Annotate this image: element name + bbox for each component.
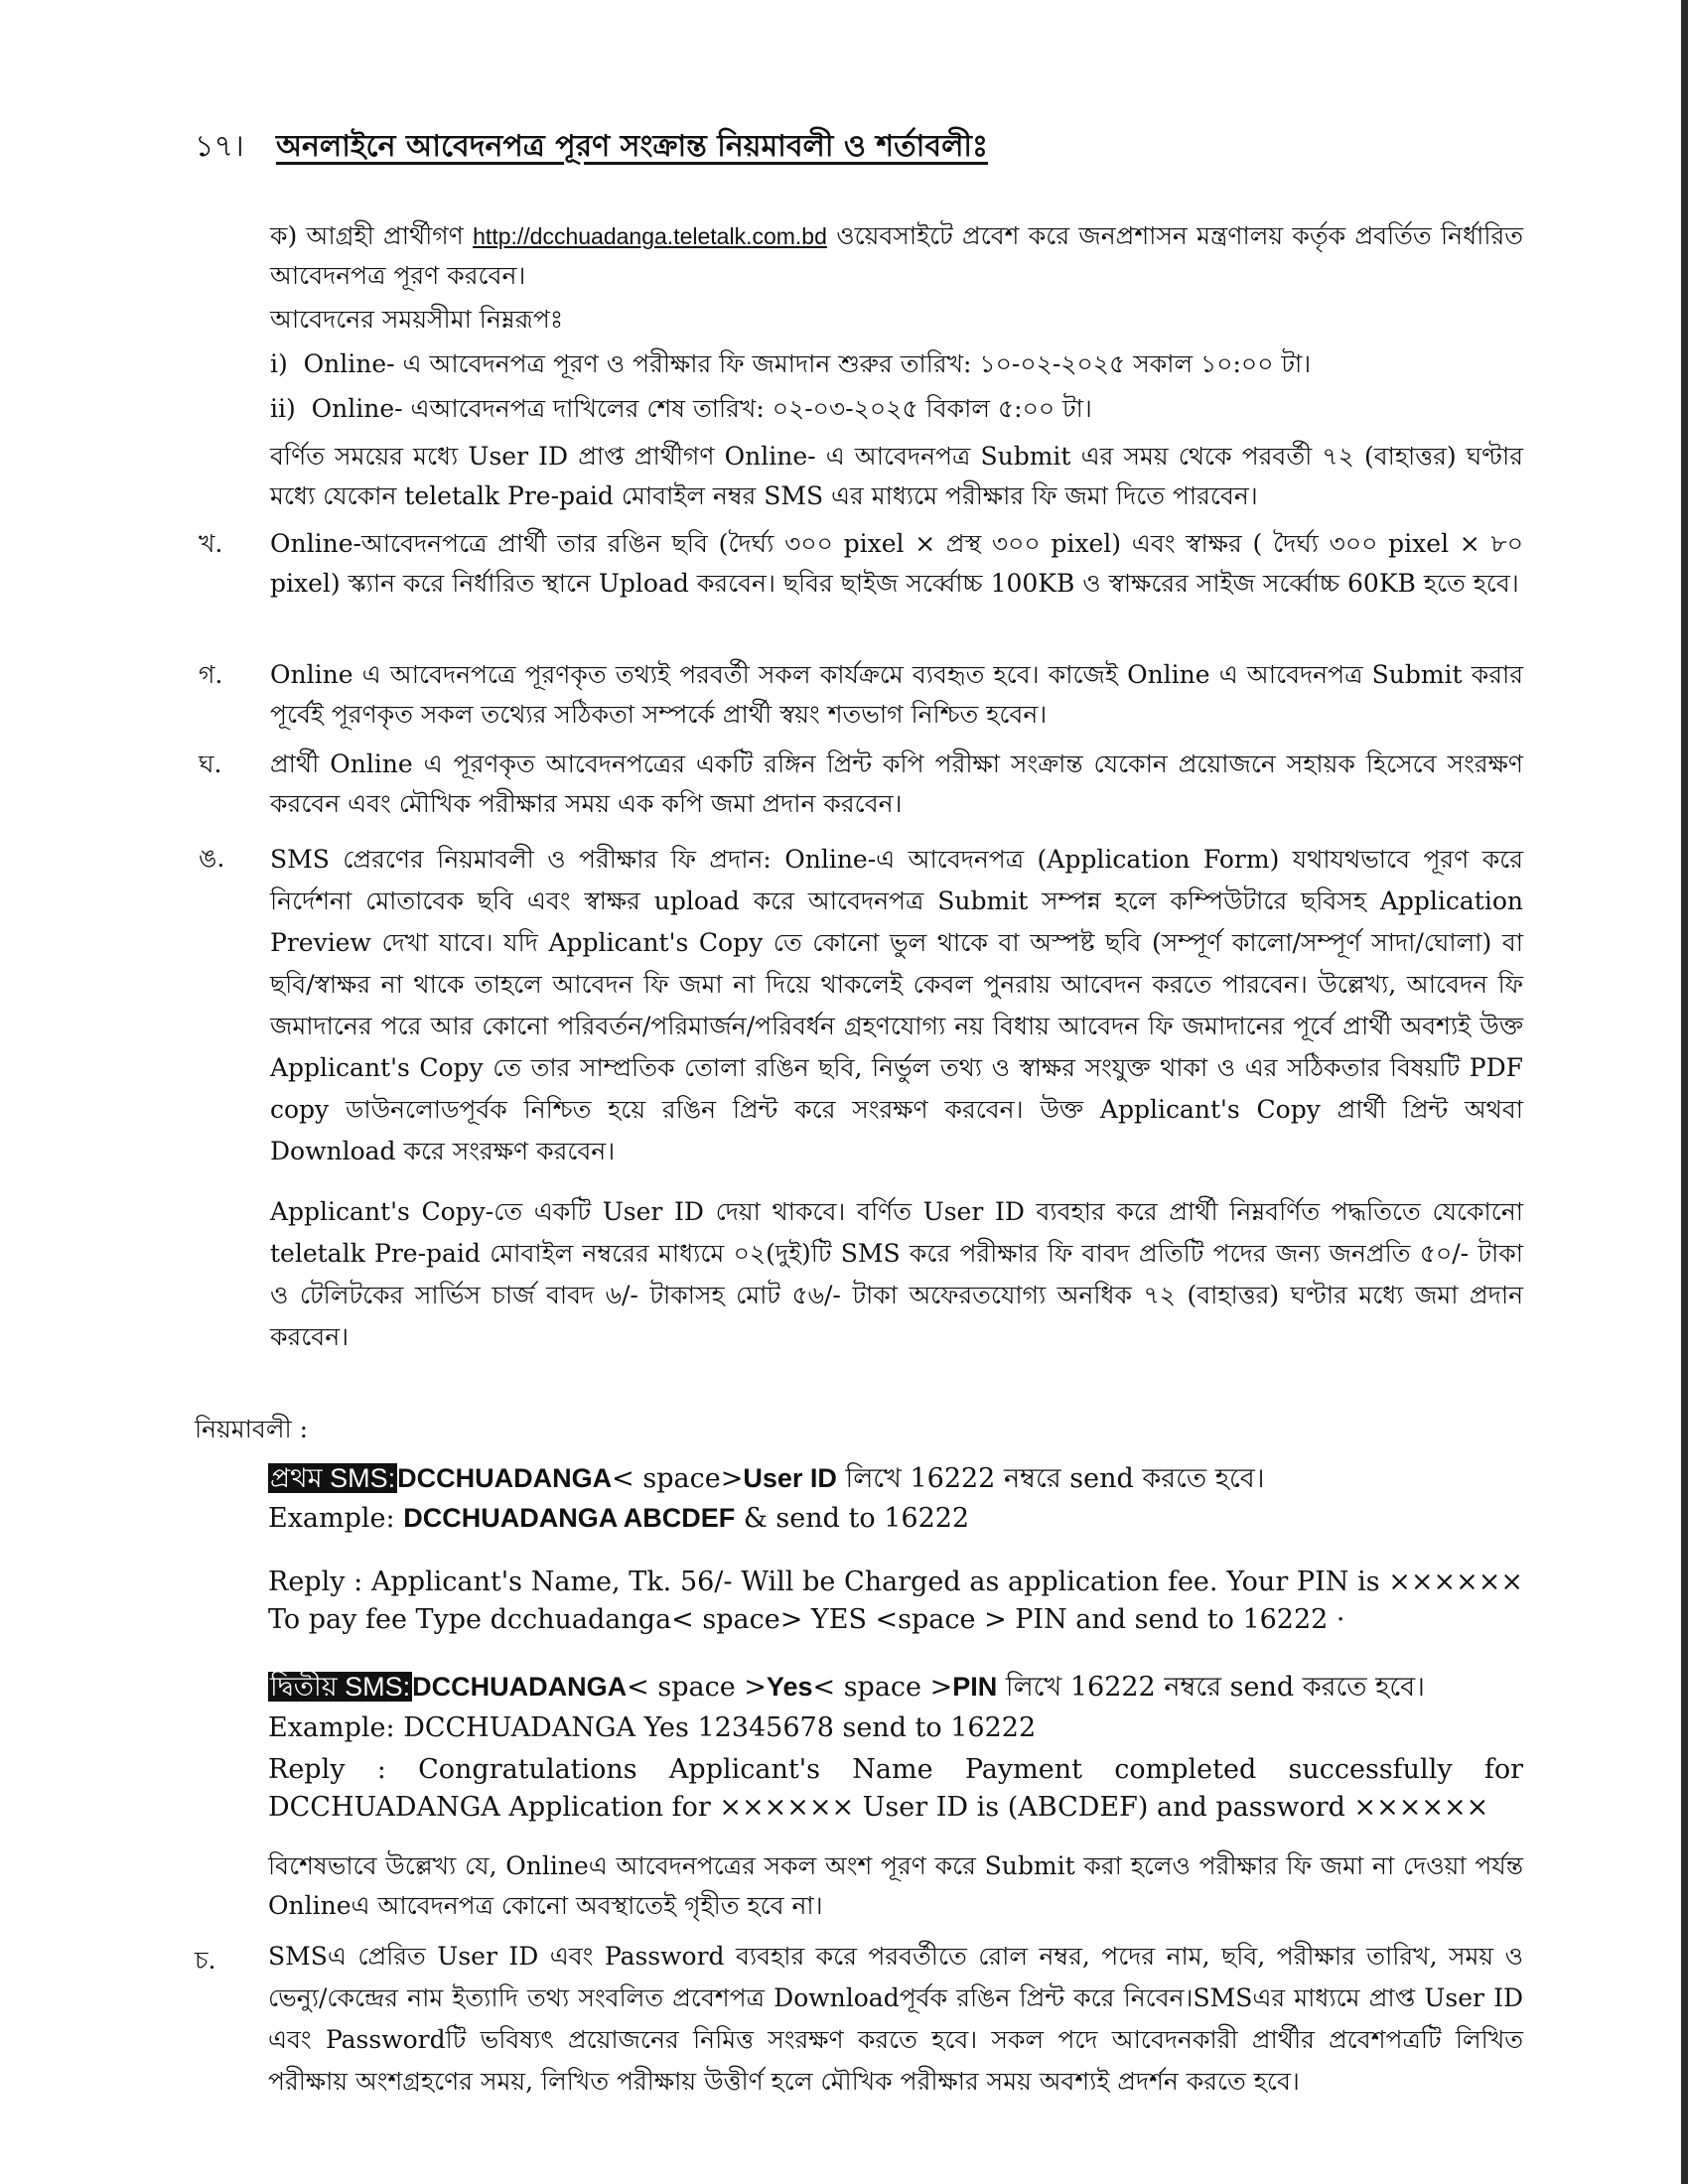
clause-kha-label: খ.	[199, 529, 223, 558]
clause-cha-text: SMSএ প্রেরিত User ID এবং Password ব্যবহার করে পরবর্তীতে রোল নম্বর, পদের নাম, ছবি, পরীক্ষার তারিখ, সময় ও ভেন্যু/কেন্দ্রের নাম ইত্যাদি তথ্য সংবলিত প্রবেশপত্র Downloadপূর্বক রঙিন প্রিন্ট করে নিবেন।SMSএর মাধ্যমে প্রাপ্ত User ID এবং Passwordটি ভবিষ্যৎ প্রয়োজনের নিমিত্ত সংরক্ষণ করতে হবে। সকল পদে আবেদনকারী প্রার্থীর প্রবেশপত্রটি লিখিত পরীক্ষায় অংশগ্রহণের সময়, লিখিত পরীক্ষায় উত্তীর্ণ হলে মৌখিক পরীক্ষার সময় অবশ্যই প্রদর্শন করতে হবে।	[268, 1942, 1523, 2096]
second-sms-code: DCCHUADANGA	[412, 1672, 628, 1702]
clause-ka	[270, 216, 1523, 296]
timeline-text-i: Online- এ আবেদনপত্র পূরণ ও পরীক্ষার ফি জমাদান শুরুর তারিখ: ১০-০২-২০২৫ সকাল ১০:০০ টা।	[303, 349, 1312, 378]
second-sms-yes: Yes	[766, 1672, 813, 1702]
second-sms-pin: PIN	[952, 1672, 998, 1702]
first-sms-tag: প্রথম SMS:	[270, 1463, 396, 1493]
section-number: ১৭।	[195, 129, 244, 164]
website-link[interactable]: http://dcchuadanga.teletalk.com.bd	[473, 223, 827, 249]
timeline-marker-i: i)	[270, 349, 288, 378]
second-sms-instruction	[268, 1668, 1523, 1706]
clause-gha-text: প্রার্থী Online এ পূরণকৃত আবেদনপত্রের একটি রঙ্গিন প্রিন্ট কপি পরীক্ষা সংক্রান্ত যেকোন প্রয়োজনে সহায়ক হিসেবে সংরক্ষণ করবেন এবং মৌখিক পরীক্ষার সময় এক কপি জমা প্রদান করবেন।	[270, 750, 1523, 818]
clause-ka-after: বর্ণিত সময়ের মধ্যে User ID প্রাপ্ত প্রার্থীগণ Online- এ আবেদনপত্র Submit এর সময় থেকে পরবর্তী ৭২ (বাহাত্তর) ঘণ্টার মধ্যে যেকোন teletalk Pre-paid মোবাইল নম্বর SMS এর মাধ্যমে পরীক্ষার ফি জমা দিতে পারবেন।	[270, 442, 1523, 510]
first-sms-reply: Reply : Applicant's Name, Tk. 56/- Will be Charged as application fee. Your PIN is ×××××× To pay fee Type dcchuadanga< space> YES <space > PIN and send to 16222 ·	[268, 1567, 1523, 1635]
clause-ga-label: গ.	[199, 660, 223, 689]
clause-kha-text: Online-আবেদনপত্রে প্রার্থী তার রঙিন ছবি (দৈর্ঘ্য ৩০০ pixel × প্রস্থ ৩০০ pixel) এবং স্বাক্ষর ( দৈর্ঘ্য ৩০০ pixel × ৮০ pixel) স্ক্যান করে নির্ধারিত স্থানে Upload করবেন। ছবির ছাইজ সর্ব্বোচ্চ 100KB ও স্বাক্ষরের সাইজ সর্ব্বোচ্চ 60KB হতে হবে।	[270, 529, 1523, 598]
scan-edge-shadow	[1681, 0, 1688, 2184]
second-sms-example: Example: DCCHUADANGA Yes 12345678 send to 16222	[268, 1712, 1037, 1743]
first-sms-example	[268, 1499, 1523, 1538]
clause-umo-text: SMS প্রেরণের নিয়মাবলী ও পরীক্ষার ফি প্রদান: Online-এ আবেদনপত্র (Application Form) যথাযথভাবে পূরণ করে নির্দেশনা মোতাবেক ছবি এবং স্বাক্ষর upload করে আবেদনপত্র Submit সম্পন্ন হলে কম্পিউটারে ছবিসহ Application Preview দেখা যাবে। যদি Applicant's Copy তে কোনো ভুল থাকে বা অস্পষ্ট ছবি (সম্পূর্ণ কালো/সম্পূর্ণ সাদা/ঘোলা) বা ছবি/স্বাক্ষর না থাকে তাহলে আবেদন ফি জমা না দিয়ে থাকলেই কেবল পুনরায় আবেদন করতে পারবেন। উল্লেখ্য, আবেদন ফি জমাদানের পরে আর কোনো পরিবর্তন/পরিমার্জন/পরিবর্ধন গ্রহণযোগ্য নয় বিধায় আবেদন ফি জমাদানের পূর্বে প্রার্থী অবশ্যই উক্ত Applicant's Copy তে তার সাম্প্রতিক তোলা রঙিন ছবি, নির্ভুল তথ্য ও স্বাক্ষর সংযুক্ত থাকা ও এর সঠিকতার বিষয়টি PDF copy ডাউনলোডপূর্বক নিশ্চিত হয়ে রঙিন প্রিন্ট করে সংরক্ষণ করবেন। উক্ত Applicant's Copy প্রার্থী প্রিন্ট অথবা Download করে সংরক্ষণ করবেন।	[270, 845, 1524, 1165]
second-sms-space-2: < space >	[812, 1672, 953, 1703]
timeline-item-end	[270, 389, 1092, 429]
clause-cha-label: চ.	[195, 1946, 216, 1975]
clause-gha-label: ঘ.	[199, 750, 222, 778]
section-title: অনলাইনে আবেদনপত্র পূরণ সংক্রান্ত নিয়মাবলী ও শর্তাবলীঃ	[276, 129, 989, 164]
timeline-marker-ii: ii)	[270, 394, 296, 423]
payment-note: বিশেষভাবে উল্লেখ্য যে, Onlineএ আবেদনপত্রের সকল অংশ পূরণ করে Submit করা হলেও পরীক্ষার ফি জমা না দেওয়া পর্যন্ত Onlineএ আবেদনপত্র কোনো অবস্থাতেই গৃহীত হবে না।	[268, 1851, 1523, 1920]
timeline-label: আবেদনের সময়সীমা নিম্নরূপঃ	[270, 305, 564, 334]
first-sms-example-rest: & send to 16222	[743, 1503, 970, 1534]
first-sms-instruction	[268, 1459, 1523, 1498]
rules-label: নিয়মাবলী :	[195, 1415, 308, 1443]
second-sms-rest: লিখে 16222 নম্বরে send করতে হবে।	[1005, 1672, 1425, 1703]
first-sms-example-code: DCCHUADANGA ABCDEF	[403, 1503, 736, 1533]
first-sms-rest: লিখে 16222 নম্বরে send করতে হবে।	[845, 1463, 1265, 1494]
clause-ga-text: Online এ আবেদনপত্রে পূরণকৃত তথ্যই পরবর্তী সকল কার্যক্রমে ব্যবহৃত হবে। কাজেই Online এ আবেদনপত্র Submit করার পূর্বেই পূরণকৃত সকল তথ্যের সঠিকতা সম্পর্কে প্রার্থী স্বয়ং শতভাগ নিশ্চিত হবেন।	[270, 660, 1523, 729]
first-sms-space: < space>	[612, 1463, 744, 1494]
timeline-text-ii: Online- এআবেদনপত্র দাখিলের শেষ তারিখ: ০২-০৩-২০২৫ বিকাল ৫:০০ টা।	[311, 394, 1092, 423]
first-sms-uid: User ID	[743, 1463, 837, 1493]
clause-ka-prefix: ক) আগ্রহী প্রার্থীগণ	[270, 221, 464, 250]
clause-umo-text-2: Applicant's Copy-তে একটি User ID দেয়া থাকবে। বর্ণিত User ID ব্যবহার করে প্রার্থী নিম্নবর্ণিত পদ্ধতিতে যেকোনো teletalk Pre-paid মোবাইল নম্বরের মাধ্যমে ০২(দুই)টি SMS করে পরীক্ষার ফি বাবদ প্রতিটি পদের জন্য জনপ্রতি ৫০/- টাকা ও টেলিটকের সার্ভিস চার্জ বাবদ ৬/- টাকাসহ মোট ৫৬/- টাকা অফেরতযোগ্য অনধিক ৭২ (বাহাত্তর) ঘণ্টার মধ্যে জমা প্রদান করবেন।	[270, 1197, 1523, 1351]
second-sms-tag: দ্বিতীয় SMS:	[270, 1672, 411, 1702]
first-sms-example-label: Example:	[268, 1503, 395, 1534]
clause-umo-label: ঙ.	[199, 844, 225, 873]
clause-ka-rest: ওয়েবসাইটে প্রবেশ করে জনপ্রশাসন মন্ত্রণালয় কর্তৃক প্রবর্তিত নির্ধারিত আবেদনপত্র পূরণ করবেন।	[270, 221, 1524, 290]
first-sms-code: DCCHUADANGA	[397, 1463, 613, 1493]
timeline-item-start	[270, 344, 1311, 384]
second-sms-space-1: < space >	[627, 1672, 767, 1703]
second-sms-reply: Reply : Congratulations Applicant's Name Payment completed successfully for DCCHUADANGA Application for ×××××× User ID is (ABCDEF) and password ××××××	[268, 1754, 1523, 1823]
